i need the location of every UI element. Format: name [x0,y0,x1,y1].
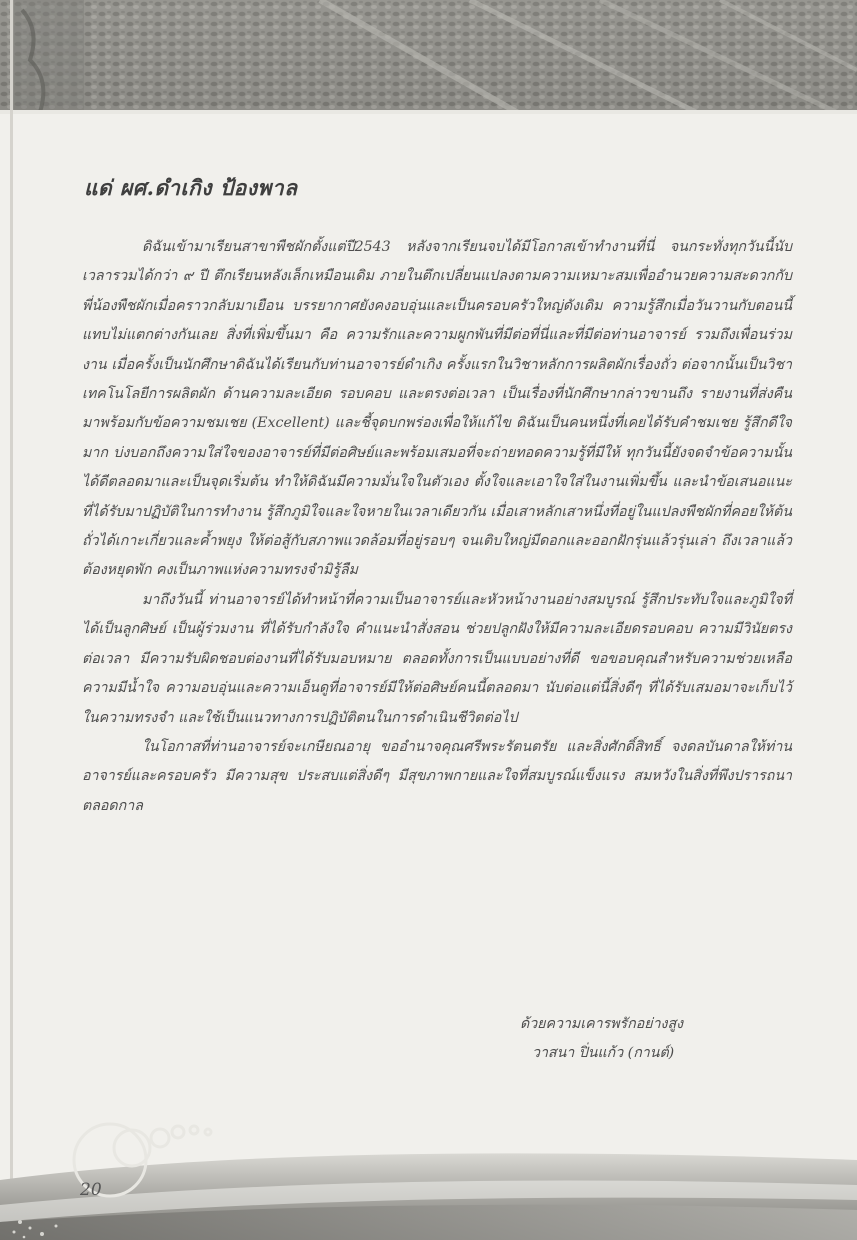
letter-title: แด่ ผศ.ดำเกิง ป้องพาล [84,175,298,200]
paragraph-1: ดิฉันเข้ามาเรียนสาขาพืชผักตั้งแต่ปี2543 หลังจากเรียนจบได้มีโอกาสเข้าทำงานที่นี่ จนกระทั่งทุกวันนี้นับเวลารวมได้กว่า ๙ ปี ตึกเรียนหลังเล็กเหมือนเดิม ภายในตึกเปลี่ยนแปลงตามความเหมาะสมเพื่ออำนวยความสะดวกกับพี่น้องพืชผักเมื่อคราวกลับมาเยือน บรรยากาศยังคงอบอุ่นและเป็นครอบครัวใหญ่ดังเดิม ความรู้สึกเมื่อวันวานกับตอนนี้แทบไม่แตกต่างกันเลย สิ่งที่เพิ่มขึ้นมา คือ ความรักและความผูกพันที่มีต่อที่นี่และที่มีต่อท่านอาจารย์ รวมถึงเพื่อนร่วมงาน เมื่อครั้งเป็นนักศึกษาดิฉันได้เรียนกับท่านอาจารย์ดำเกิง ครั้งแรกในวิชาหลักการผลิตผักเรื่องถั่ว ต่อจากนั้นเป็นวิชาเทคโนโลยีการผลิตผัก ด้านความละเอียด รอบคอบ และตรงต่อเวลา เป็นเรื่องที่นักศึกษากล่าวขานถึง รายงานที่ส่งคืนมาพร้อมกับข้อความชมเชย (Excellent) และชี้จุดบกพร่องเพื่อให้แก้ไข ดิฉันเป็นคนหนึ่งที่เคยได้รับคำชมเชย รู้สึกดีใจมาก บ่งบอกถึงความใส่ใจของอาจารย์ที่มีต่อศิษย์และพร้อมเสมอที่จะถ่ายทอดความรู้ที่มีให้ ทุกวันนี้ยังจดจำข้อความนั้นได้ดีตลอดมาและเป็นจุดเริ่มต้น ทำให้ดิฉันมีความมั่นใจในตัวเอง ตั้งใจและเอาใจใส่ในงานเพิ่มขึ้น และนำข้อเสนอแนะที่ได้รับมาปฏิบัติในการทำงาน รู้สึกภูมิใจและใจหายในเวลาเดียวกัน เมื่อเสาหลักเสาหนึ่งที่อยู่ในแปลงพืชผักที่คอยให้ต้นถั่วได้เกาะเกี่ยวและค้ำพยุง ให้ต่อสู้กับสภาพแวดล้อมที่อยู่รอบๆ จนเติบใหญ่มีดอกและออกฝักรุ่นแล้วรุ่นเล่า ถึงเวลาแล้วต้องหยุดพัก คงเป็นภาพแห่งความทรงจำมิรู้ลืม [82,239,792,579]
page-number: 20 [80,1180,102,1200]
letter-body [82,172,792,821]
letter-closing-block [520,1010,780,1068]
paragraph-2: มาถึงวันนี้ ท่านอาจารย์ได้ทำหน้าที่ความเป็นอาจารย์และหัวหน้างานอย่างสมบูรณ์ รู้สึกประทับใจและภูมิใจที่ได้เป็นลูกศิษย์ เป็นผู้ร่วมงาน ที่ได้รับกำลังใจ คำแนะนำสั่งสอน ช่วยปลูกฝังให้มีความละเอียดรอบคอบ ความมีวินัยตรงต่อเวลา มีความรับผิดชอบต่องานที่ได้รับมอบหมาย ตลอดทั้งการเป็นแบบอย่างที่ดี ขอขอบคุณสำหรับความช่วยเหลือ ความมีน้ำใจ ความอบอุ่นและความเอ็นดูที่อาจารย์มีให้ต่อศิษย์คนนี้ตลอดมา นับต่อแต่นี้สิ่งดีๆ ที่ได้รับเสมอมาจะเก็บไว้ในความทรงจำ และใช้เป็นแนวทางการปฏิบัติตนในการดำเนินชีวิตต่อไป [82,591,792,726]
swoosh-decoration [0,1110,857,1240]
field-photo-image [0,0,857,114]
footer-decoration [0,1110,857,1240]
closing-phrase: ด้วยความเคารพรักอย่างสูง [520,1016,684,1032]
signature: วาสนา ปิ่นแก้ว (กานต์) [532,1045,675,1061]
paragraph-3: ในโอกาสที่ท่านอาจารย์จะเกษียณอายุ ขออำนาจคุณศรีพระรัตนตรัย และสิ่งศักดิ์สิทธิ์ จงดลบันดาลให้ท่านอาจารย์และครอบครัว มีความสุข ประสบแต่สิ่งดีๆ มีสุขภาพกายและใจที่สมบูรณ์แข็งแรง สมหวังในสิ่งที่พึงปรารถนาตลอดกาล [82,738,792,814]
header-field-photo [0,0,857,114]
page-edge [10,0,13,1240]
